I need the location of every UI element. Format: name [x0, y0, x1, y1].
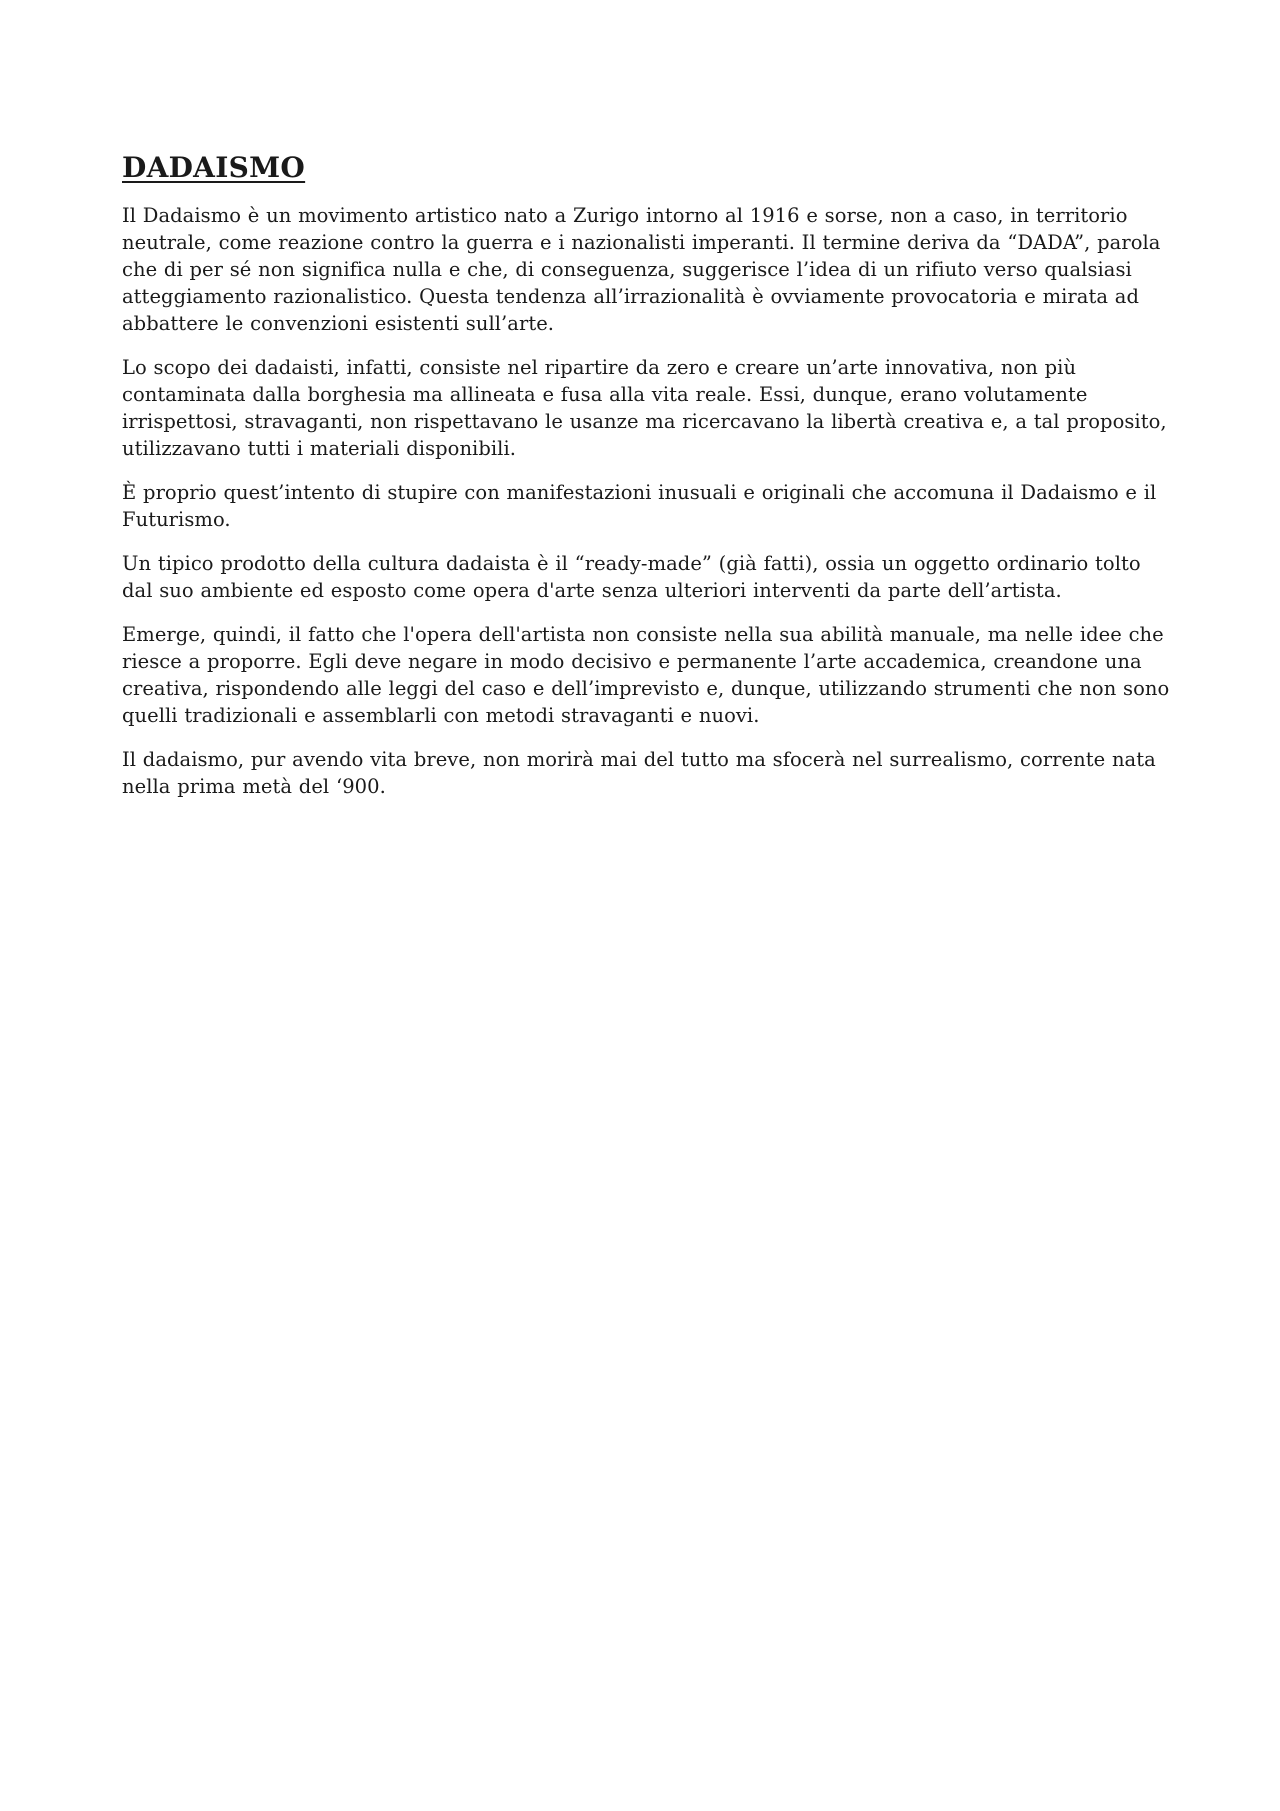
paragraph-futurism: È proprio quest’intento di stupire con manifestazioni inusuali e originali che accomuna il Dadaismo e il Futurismo. — [122, 481, 1157, 532]
paragraph-intro: Il Dadaismo è un movimento artistico nato a Zurigo intorno al 1916 e sorse, non a caso, in territorio neutrale, come reazione contro la guerra e i nazionalisti imperanti. Il termine deriva da “DADA”, parola che di per sé non significa nulla e che, di conseguenza, suggerisce l’idea di un rifiuto verso qualsiasi atteggiamento razionalistico. Questa tendenza all’irrazionalità è ovviamente provocatoria e mirata ad abbattere le convenzioni esistenti sull’arte. — [122, 204, 1161, 336]
document-body — [122, 150, 1172, 817]
paragraph-purpose: Lo scopo dei dadaisti, infatti, consiste nel ripartire da zero e creare un’arte innovativa, non più contaminata dalla borghesia ma allineata e fusa alla vita reale. Essi, dunque, erano volutamente irrispettosi, stravaganti, non rispettavano le usanze ma ricercavano la libertà creativa e, a tal proposito, utilizzavano tutti i materiali disponibili. — [122, 356, 1167, 461]
paragraph-surrealism: Il dadaismo, pur avendo vita breve, non morirà mai del tutto ma sfocerà nel surrealismo, corrente nata nella prima metà del ‘900. — [122, 748, 1156, 799]
page-title: DADAISMO — [122, 151, 306, 184]
paragraph-ready-made: Un tipico prodotto della cultura dadaista è il “ready-made” (già fatti), ossia un oggetto ordinario tolto dal suo ambiente ed esposto come opera d'arte senza ulteriori interventi da parte dell’artista. — [122, 552, 1141, 603]
paragraph-artist: Emerge, quindi, il fatto che l'opera dell'artista non consiste nella sua abilità manuale, ma nelle idee che riesce a proporre. Egli deve negare in modo decisivo e permanente l’arte accademica, creandone una creativa, rispondendo alle leggi del caso e dell’imprevisto e, dunque, utilizzando strumenti che non sono quelli tradizionali e assemblarli con metodi stravaganti e nuovi. — [122, 623, 1170, 728]
